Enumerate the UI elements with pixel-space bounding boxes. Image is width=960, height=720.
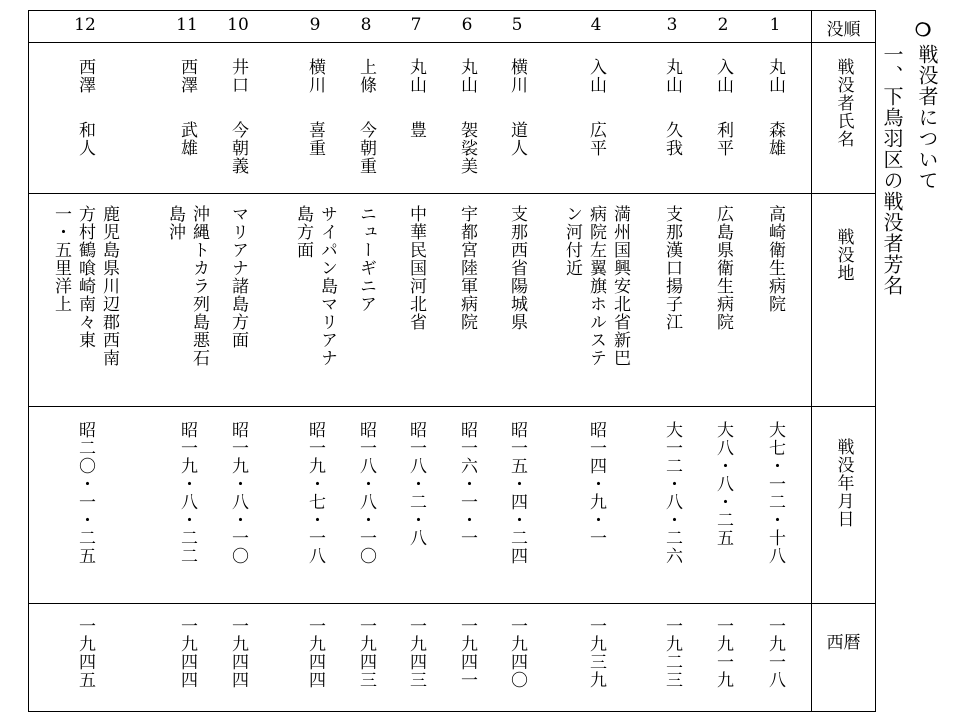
death-date: 昭一八・二・八 bbox=[406, 421, 426, 547]
given-name: 広平 bbox=[586, 121, 606, 157]
header-place: 戦没地 bbox=[833, 228, 854, 282]
row-number: 5 bbox=[511, 15, 523, 35]
row-number: 4 bbox=[590, 15, 602, 35]
row-divider-3 bbox=[28, 406, 876, 407]
death-place-line: ニューギニア bbox=[356, 205, 376, 313]
row-number: 7 bbox=[410, 15, 422, 35]
death-year: 一九一九 bbox=[713, 617, 733, 689]
death-year: 一九四五 bbox=[75, 617, 95, 689]
surname: 西澤 bbox=[75, 58, 95, 94]
death-year: 一九三九 bbox=[586, 617, 606, 689]
death-date: 大七・一二・十八 bbox=[765, 421, 785, 565]
header-date: 戦没年月日 bbox=[833, 438, 854, 528]
given-name: 武雄 bbox=[177, 121, 197, 157]
death-place-line: ン河付近 bbox=[562, 205, 582, 277]
row-number: 2 bbox=[717, 15, 729, 35]
death-year: 一九四四 bbox=[228, 617, 248, 689]
death-date: 昭一六・一・一 bbox=[457, 421, 477, 547]
death-place-line: 支那漢口揚子江 bbox=[662, 205, 682, 331]
surname: 丸山 bbox=[662, 58, 682, 94]
row-number: 3 bbox=[666, 15, 678, 35]
death-place-line: マリアナ諸島方面 bbox=[228, 205, 248, 349]
surname: 入山 bbox=[713, 58, 733, 94]
surname: 上條 bbox=[356, 58, 376, 94]
header-column-divider bbox=[811, 10, 812, 712]
table-border-top bbox=[28, 10, 876, 11]
surname: 横川 bbox=[507, 58, 527, 94]
given-name: 喜重 bbox=[305, 121, 325, 157]
given-name: 利平 bbox=[713, 121, 733, 157]
death-place-line: 高崎衛生病院 bbox=[765, 205, 785, 313]
surname: 横川 bbox=[305, 58, 325, 94]
row-number: 10 bbox=[227, 15, 249, 35]
death-year: 一九四一 bbox=[457, 617, 477, 689]
header-order: 没順 bbox=[826, 20, 861, 40]
row-number: 9 bbox=[309, 15, 321, 35]
death-place-line: 支那西省陽城県 bbox=[507, 205, 527, 331]
given-name: 今朝義 bbox=[228, 121, 248, 175]
death-place-line: 中華民国河北省 bbox=[406, 205, 426, 331]
given-name: 久我 bbox=[662, 121, 682, 157]
table-border-bottom bbox=[28, 711, 876, 712]
given-name: 和人 bbox=[75, 121, 95, 157]
death-place-line: サイパン島マリアナ bbox=[317, 205, 337, 367]
row-number: 6 bbox=[461, 15, 473, 35]
surname: 丸山 bbox=[765, 58, 785, 94]
surname: 丸山 bbox=[457, 58, 477, 94]
death-date: 大一二・八・二六 bbox=[662, 421, 682, 565]
death-year: 一九四三 bbox=[356, 617, 376, 689]
death-place-line: 病院左翼旗ホルステ bbox=[586, 205, 606, 367]
circle-mark-icon: ❍ bbox=[915, 20, 932, 41]
death-place-line: 島方面 bbox=[293, 205, 313, 259]
death-place-line: 島沖 bbox=[165, 205, 185, 241]
death-date: 昭一四・九・一 bbox=[586, 421, 606, 547]
death-date: 昭一五・四・二四 bbox=[507, 421, 527, 565]
given-name: 森雄 bbox=[765, 121, 785, 157]
death-place-line: 広島県衛生病院 bbox=[713, 205, 733, 331]
table-border-left bbox=[28, 10, 29, 712]
death-date: 昭一九・八・二二 bbox=[177, 421, 197, 565]
page-subtitle: 一、下鳥羽区の戦没者芳名 bbox=[880, 44, 904, 296]
death-date: 昭一八・八・一〇 bbox=[356, 421, 376, 565]
row-divider-4 bbox=[28, 603, 876, 604]
death-place-line: 宇都宮陸軍病院 bbox=[457, 205, 477, 331]
given-name: 豊 bbox=[406, 121, 426, 139]
death-place-line: 方村鶴喰崎南々東 bbox=[75, 205, 95, 349]
death-year: 一九四四 bbox=[305, 617, 325, 689]
row-number: 8 bbox=[360, 15, 372, 35]
death-place-line: 鹿児島県川辺郡西南 bbox=[99, 205, 119, 367]
row-number: 1 bbox=[769, 15, 781, 35]
table-border-right bbox=[875, 10, 876, 712]
death-place-line: 一・五里洋上 bbox=[51, 205, 71, 313]
death-year: 一九四四 bbox=[177, 617, 197, 689]
death-date: 昭二〇・一・二五 bbox=[75, 421, 95, 565]
death-date: 昭一九・七・一八 bbox=[305, 421, 325, 565]
surname: 井口 bbox=[228, 58, 248, 94]
death-date: 昭一九・八・一〇 bbox=[228, 421, 248, 565]
surname: 入山 bbox=[586, 58, 606, 94]
death-year: 一九二三 bbox=[662, 617, 682, 689]
row-number: 11 bbox=[176, 15, 198, 35]
death-year: 一九四三 bbox=[406, 617, 426, 689]
given-name: 道人 bbox=[507, 121, 527, 157]
given-name: 袈裟美 bbox=[457, 121, 477, 175]
death-date: 大八・八・二五 bbox=[713, 421, 733, 547]
death-year: 一九一八 bbox=[765, 617, 785, 689]
row-divider-1 bbox=[28, 42, 876, 43]
surname: 丸山 bbox=[406, 58, 426, 94]
page-title: 戦没者について bbox=[915, 44, 939, 191]
row-number: 12 bbox=[74, 15, 96, 35]
header-year: 西暦 bbox=[826, 633, 861, 653]
given-name: 今朝重 bbox=[356, 121, 376, 175]
header-name: 戦没者氏名 bbox=[833, 58, 854, 148]
death-year: 一九四〇 bbox=[507, 617, 527, 689]
surname: 西澤 bbox=[177, 58, 197, 94]
row-divider-2 bbox=[28, 193, 876, 194]
death-place-line: 満州国興安北省新巴 bbox=[610, 205, 630, 367]
death-place-line: 沖縄トカラ列島悪石 bbox=[189, 205, 209, 367]
